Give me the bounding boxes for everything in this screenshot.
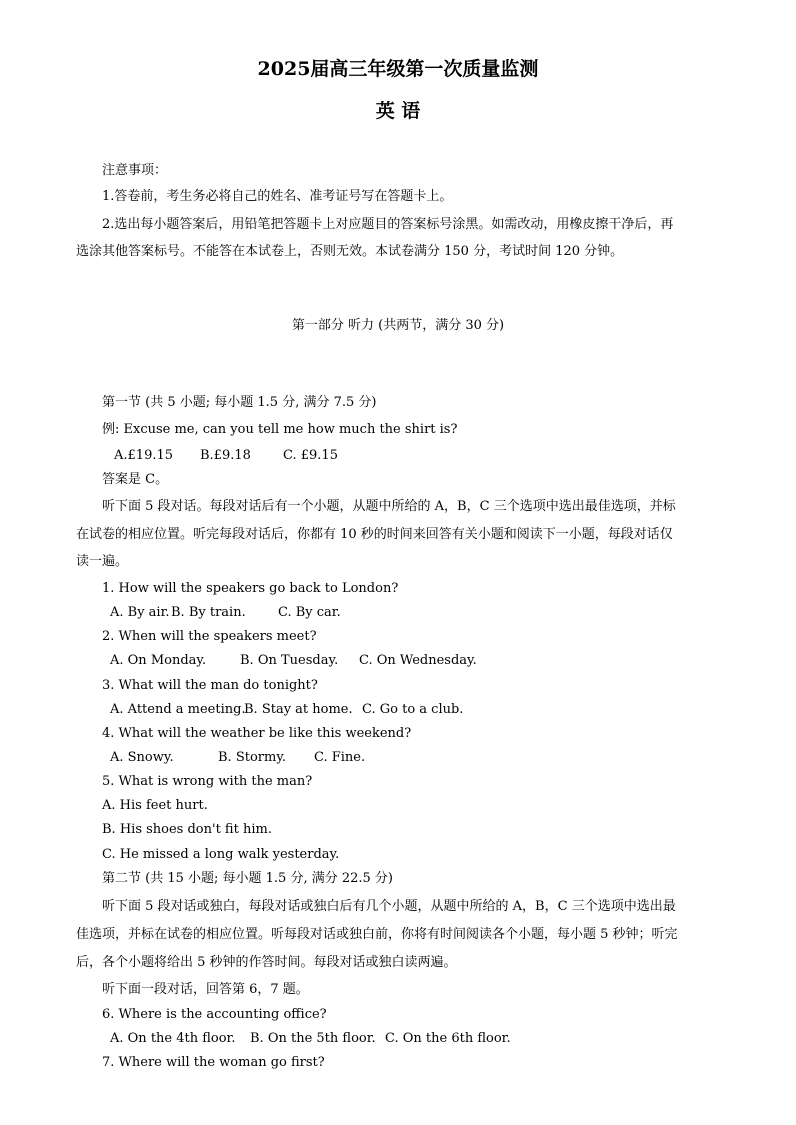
- part1-title: 第一部分 听力 (共两节，满分 30 分): [291, 318, 505, 333]
- notice-item-2-line-2: 选涂其他答案标号。不能答在本试卷上，否则无效。本试卷满分 150 分，考试时间 120 分钟。: [76, 244, 624, 259]
- q5-option-a: A. His feet hurt.: [102, 798, 208, 813]
- q5-option-b: B. His shoes don't fit him.: [102, 822, 272, 837]
- question-1-options: [110, 605, 341, 621]
- q3-option-a: A. Attend a meeting.: [110, 702, 246, 717]
- example-option-a: A.£19.15: [114, 448, 174, 463]
- question-3-options: [110, 702, 463, 718]
- q5-option-c: C. He missed a long walk yesterday.: [102, 847, 340, 862]
- question-6: 6. Where is the accounting office?: [102, 1007, 327, 1022]
- section1-instructions-line-1: 听下面 5 段对话。每段对话后有一个小题，从题中所给的 A，B，C 三个选项中选出最佳选项，并标: [102, 499, 676, 514]
- example-answer: 答案是 C。: [102, 472, 169, 487]
- dialogue-intro: 听下面一段对话，回答第 6，7 题。: [102, 982, 309, 997]
- q6-option-c: C. On the 6th floor.: [385, 1031, 511, 1046]
- question-6-options: [110, 1031, 511, 1047]
- q4-option-a: A. Snowy.: [110, 750, 174, 765]
- question-2-options: [110, 653, 477, 669]
- section2-instructions-line-2: 佳选项，并标在试卷的相应位置。听每段对话或独白前，你将有时间阅读各个小题，每小题 5 秒钟；听完: [76, 927, 678, 942]
- example-option-b: B.£9.18: [200, 448, 251, 463]
- question-4-options: [110, 750, 365, 766]
- q1-option-b: B. By train.: [171, 605, 246, 620]
- example-option-c: C. £9.15: [283, 448, 338, 463]
- q6-option-b: B. On the 5th floor.: [250, 1031, 376, 1046]
- q4-option-b: B. Stormy.: [218, 750, 287, 765]
- section1-heading: 第一节 (共 5 小题; 每小题 1.5 分, 满分 7.5 分): [102, 395, 377, 410]
- notice-heading: 注意事项：: [102, 163, 168, 178]
- section2-instructions-line-1: 听下面 5 段对话或独白，每段对话或独白后有几个小题，从题中所给的 A，B，C 三个选项中选出最: [102, 899, 676, 914]
- question-2: 2. When will the speakers meet?: [102, 629, 317, 644]
- question-4: 4. What will the weather be like this weekend?: [102, 726, 412, 741]
- section1-instructions-line-3: 读一遍。: [76, 554, 129, 569]
- example-question: 例: Excuse me, can you tell me how much the shirt is?: [102, 422, 458, 437]
- notice-item-1: 1.答卷前，考生务必将自己的姓名、准考证号写在答题卡上。: [102, 189, 453, 204]
- exam-title: 2025届高三年级第一次质量监测: [257, 58, 539, 80]
- question-1: 1. How will the speakers go back to London?: [102, 581, 399, 596]
- q6-option-a: A. On the 4th floor.: [110, 1031, 236, 1046]
- section2-heading: 第二节 (共 15 小题; 每小题 1.5 分, 满分 22.5 分): [102, 871, 394, 886]
- q2-option-b: B. On Tuesday.: [240, 653, 339, 668]
- question-5: 5. What is wrong with the man?: [102, 774, 313, 789]
- section2-instructions-line-3: 后，各个小题将给出 5 秒钟的作答时间。每段对话或独白读两遍。: [76, 955, 457, 970]
- q4-option-c: C. Fine.: [314, 750, 366, 765]
- notice-item-2-line-1: 2.选出每小题答案后，用铅笔把答题卡上对应题目的答案标号涂黑。如需改动，用橡皮擦干净后，再: [102, 217, 674, 232]
- q3-option-c: C. Go to a club.: [362, 702, 464, 717]
- section1-instructions-line-2: 在试卷的相应位置。听完每段对话后，你都有 10 秒的时间来回答有关小题和阅读下一小题，每段对话仅: [76, 527, 673, 542]
- subject-title: 英 语: [375, 100, 421, 122]
- question-3: 3. What will the man do tonight?: [102, 678, 318, 693]
- q2-option-a: A. On Monday.: [110, 653, 207, 668]
- q1-option-c: C. By car.: [278, 605, 341, 620]
- q2-option-c: C. On Wednesday.: [359, 653, 477, 668]
- q3-option-b: B. Stay at home.: [244, 702, 353, 717]
- q1-option-a: A. By air.: [110, 605, 170, 620]
- question-7: 7. Where will the woman go first?: [102, 1055, 325, 1070]
- example-options: [114, 448, 338, 464]
